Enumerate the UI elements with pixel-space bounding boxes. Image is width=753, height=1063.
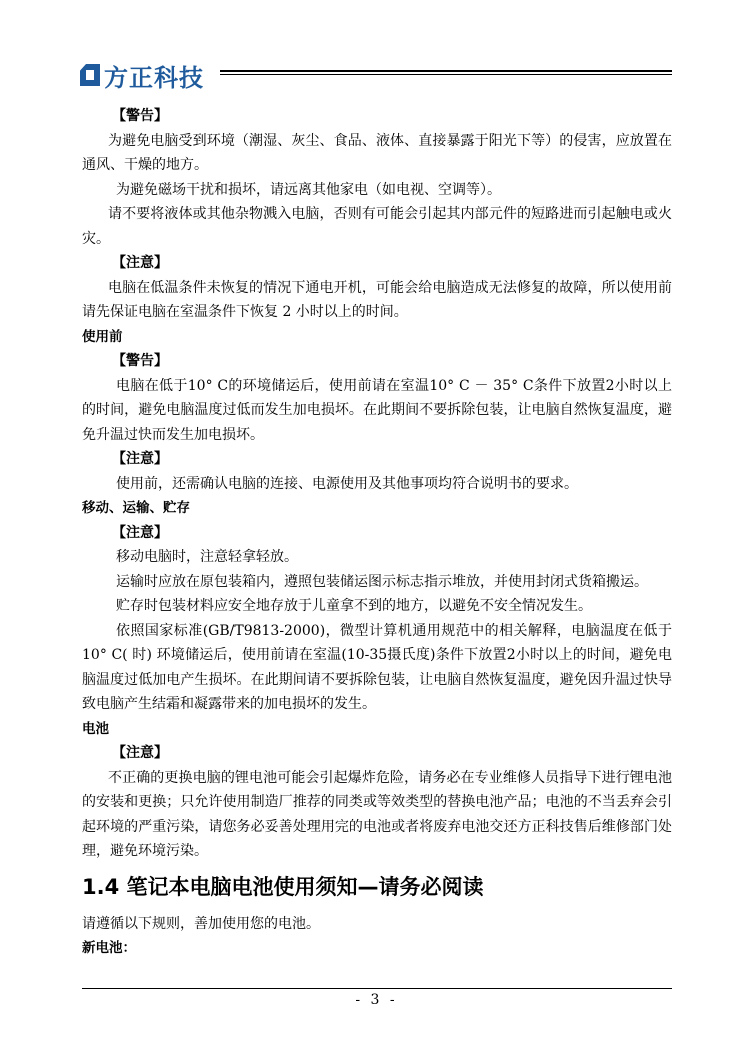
paragraph: 不正确的更换电脑的锂电池可能会引起爆炸危险，请务必在专业维修人员指导下进行锂电池的安装和更换；只允许使用制造厂推荐的同类或等效类型的替换电池产品；电池的不当丢弃会引起环境的严重污染，请您务必妥善处理用完的电池或者将废弃电池交还方正科技售后维修部门处理，避免环境污染。 <box>82 769 672 859</box>
footer-rule <box>82 988 672 989</box>
section-heading: 新电池： <box>82 940 136 956</box>
paragraph: 电脑在低于10° C的环境储运后，使用前请在室温10° C － 35° C条件下放置2小时以上的时间，避免电脑温度过低而发生加电损坏。在此期间不要拆除包装，让电脑自然恢复温度，避免升温过快而发生加电损坏。 <box>82 377 672 443</box>
notice-label: 【警告】 <box>112 353 168 369</box>
notice-label: 【注意】 <box>112 524 168 541</box>
section-heading: 电池 <box>82 720 109 737</box>
section-heading: 移动、运输、贮存 <box>82 500 190 516</box>
page-number: - 3 - <box>355 992 398 1008</box>
section-heading: 使用前 <box>82 328 123 345</box>
header-rule <box>220 70 672 72</box>
logo-mark-icon <box>80 64 100 86</box>
notice-label: 【警告】 <box>112 108 168 124</box>
document-body <box>82 104 672 961</box>
paragraph: 依照国家标准(GB/T9813-2000)，微型计算机通用规范中的相关解释，电脑温度在低于10° C( 时) 环境储运后，使用前请在室温(10-35摄氏度)条件下放置2小时以上的时间，避免电脑温度过低加电产生损坏。在此期间请不要拆除包装，让电脑自然恢复温度，避免因升温过快导致电脑产生结霜和凝露带来的加电损坏的发生。 <box>82 622 672 712</box>
paragraph: 电脑在低温条件未恢复的情况下通电开机，可能会给电脑造成无法修复的故障，所以使用前请先保证电脑在室温条件下恢复 2 小时以上的时间。 <box>82 279 672 320</box>
paragraph: 为避免电脑受到环境（潮湿、灰尘、食品、液体、直接暴露于阳光下等）的侵害，应放置在通风、干燥的地方。 <box>82 132 672 173</box>
paragraph: 贮存时包装材料应安全地存放于儿童拿不到的地方，以避免不安全情况发生。 <box>116 598 592 614</box>
company-logo <box>80 60 204 90</box>
notice-label: 【注意】 <box>112 451 168 467</box>
paragraph: 运输时应放在原包装箱内，遵照包装储运图示标志指示堆放，并使用封闭式货箱搬运。 <box>116 573 648 590</box>
header-rule-thin <box>220 74 672 75</box>
paragraph: 请不要将液体或其他杂物溅入电脑，否则有可能会引起其内部元件的短路进而引起触电或火灾。 <box>82 206 672 247</box>
paragraph: 使用前，还需确认电脑的连接、电源使用及其他事项均符合说明书的要求。 <box>116 475 578 492</box>
chapter-heading: 1.4 笔记本电脑电池使用须知—请务必阅读 <box>82 874 484 899</box>
notice-label: 【注意】 <box>112 255 168 271</box>
logo-text: 方正科技 <box>104 63 204 92</box>
paragraph: 移动电脑时，注意轻拿轻放。 <box>116 549 298 565</box>
paragraph: 请遵循以下规则，善加使用您的电池。 <box>82 915 320 932</box>
page-header <box>80 58 672 92</box>
paragraph: 为避免磁场干扰和损坏，请远离其他家电（如电视、空调等）。 <box>116 181 501 198</box>
notice-label: 【注意】 <box>112 745 168 761</box>
